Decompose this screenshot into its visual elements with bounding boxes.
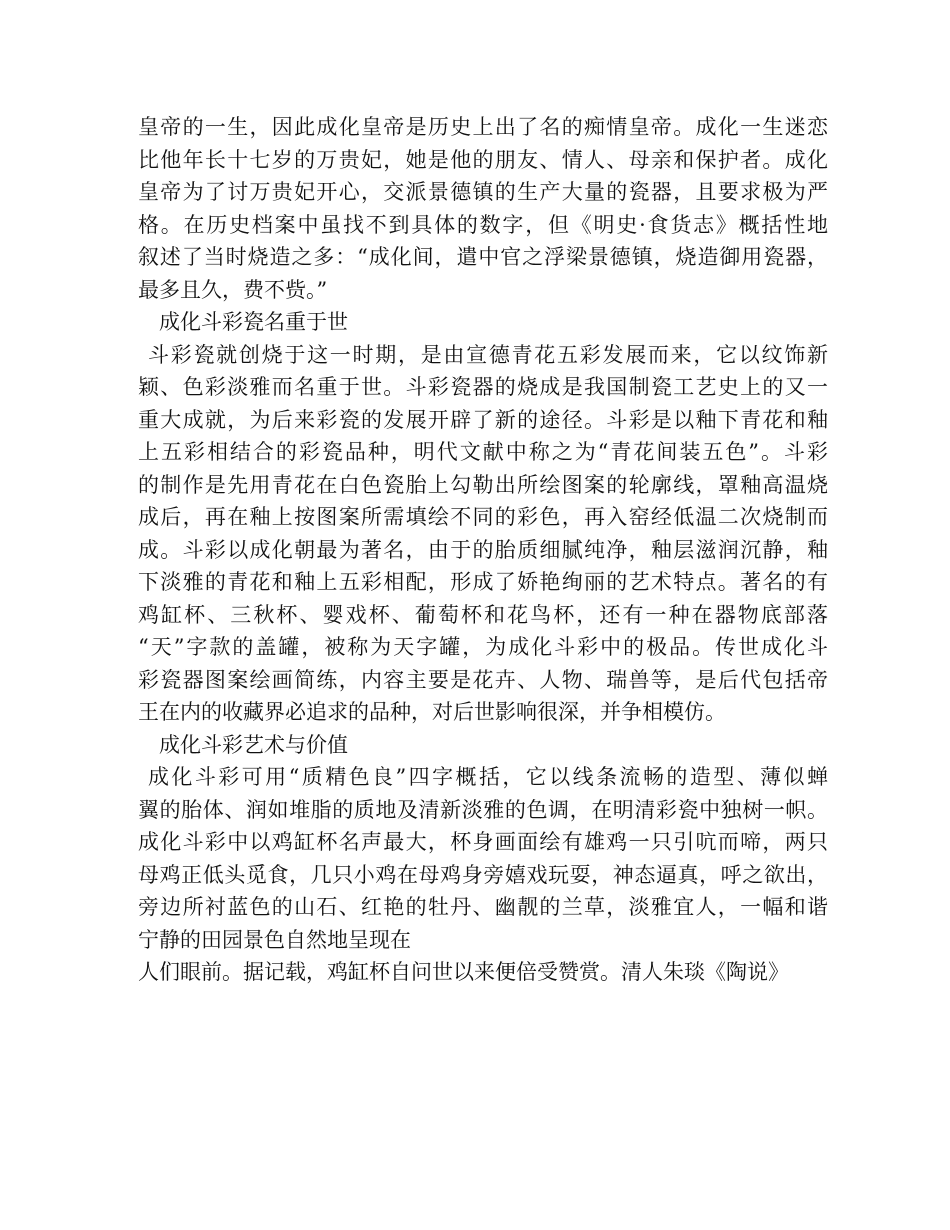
text-line: 旁边所衬蓝色的山石、红艳的牡丹、幽靓的兰草，淡雅宜人，一幅和谐 xyxy=(138,895,828,919)
text-line: 成。斗彩以成化朝最为著名，由于的胎质细腻纯净，釉层滋润沉静，釉 xyxy=(138,537,828,562)
text-line: 颖、色彩淡雅而名重于世。斗彩瓷器的烧成是我国制瓷工艺史上的又一 xyxy=(138,375,828,399)
text-line: 斗彩瓷就创烧于这一时期，是由宣德青花五彩发展而来，它以纹饰新 xyxy=(148,342,828,367)
text-line: 母鸡正低头觅食，几只小鸡在母鸡身旁嬉戏玩耍，神态逼真，呼之欲出， xyxy=(138,862,828,887)
text-line: 皇帝的一生，因此成化皇帝是历史上出了名的痴情皇帝。成化一生迷恋 xyxy=(138,115,828,139)
text-line: 人们眼前。据记载，鸡缸杯自问世以来便倍受赞赏。清人朱琰《陶说》 xyxy=(138,960,789,984)
text-line: 成化斗彩可用“质精色良”四字概括，它以线条流畅的造型、薄似蝉 xyxy=(148,765,828,789)
section-heading: 成化斗彩艺术与价值 xyxy=(159,732,348,757)
text-line: 王在内的收藏界必追求的品种，对后世影响很深，并争相模仿。 xyxy=(138,700,726,724)
text-line: 成后，再在釉上按图案所需填绘不同的彩色，再入窑经低温二次烧制而 xyxy=(138,505,828,529)
text-line: 的制作是先用青花在白色瓷胎上勾勒出所绘图案的轮廓线，罩釉高温烧 xyxy=(138,472,828,497)
text-line: 成化斗彩中以鸡缸杯名声最大，杯身画面绘有雄鸡一只引吭而啼，两只 xyxy=(138,830,828,854)
text-line: 重大成就，为后来彩瓷的发展开辟了新的途径。斗彩是以釉下青花和釉 xyxy=(138,407,828,432)
text-line: 上五彩相结合的彩瓷品种，明代文献中称之为“青花间装五色”。斗彩 xyxy=(138,440,828,464)
text-line: 格。在历史档案中虽找不到具体的数字，但《明史·食货志》概括性地 xyxy=(138,212,828,237)
text-line: 鸡缸杯、三秋杯、婴戏杯、葡萄杯和花鸟杯，还有一种在器物底部落 xyxy=(138,602,828,627)
text-line: 翼的胎体、润如堆脂的质地及清新淡雅的色调，在明清彩瓷中独树一帜。 xyxy=(138,797,828,822)
text-line: 彩瓷器图案绘画简练，内容主要是花卉、人物、瑞兽等，是后代包括帝 xyxy=(138,667,828,692)
text-line: 比他年长十七岁的万贵妃，她是他的朋友、情人、母亲和保护者。成化 xyxy=(138,147,828,172)
text-line: 皇帝为了讨万贵妃开心，交派景德镇的生产大量的瓷器，且要求极为严 xyxy=(138,180,828,204)
text-line: 最多且久，费不赀。” xyxy=(138,277,328,302)
text-line: 叙述了当时烧造之多：“成化间，遣中官之浮梁景德镇，烧造御用瓷器， xyxy=(138,245,828,269)
text-line: 下淡雅的青花和釉上五彩相配，形成了娇艳绚丽的艺术特点。著名的有 xyxy=(138,570,828,594)
body-text xyxy=(138,111,828,989)
section-heading: 成化斗彩瓷名重于世 xyxy=(159,310,348,334)
text-line: “天”字款的盖罐，被称为天字罐，为成化斗彩中的极品。传世成化斗 xyxy=(138,635,828,659)
text-line: 宁静的田园景色自然地呈现在 xyxy=(138,927,411,952)
